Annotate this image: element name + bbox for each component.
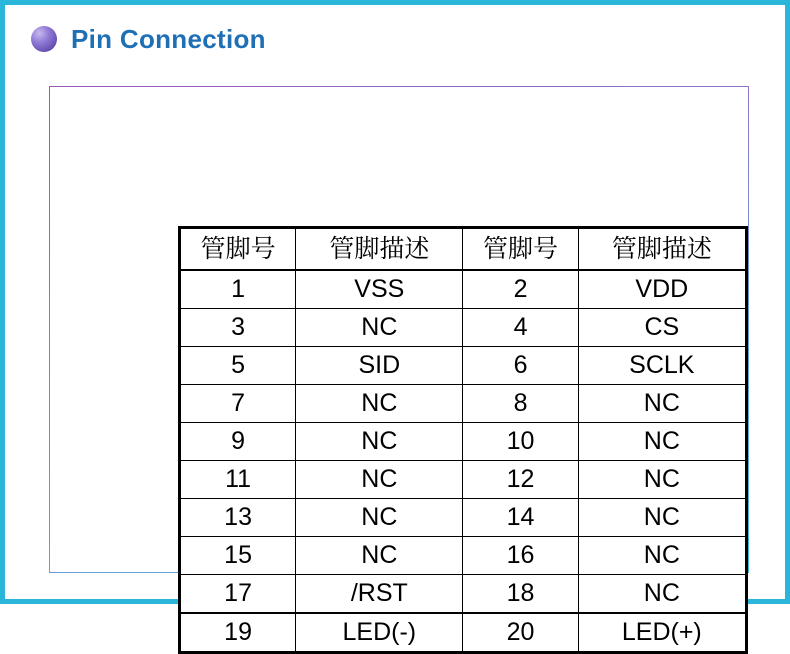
table-cell: NC bbox=[578, 461, 746, 499]
table-cell: NC bbox=[578, 499, 746, 537]
table-cell: NC bbox=[296, 309, 463, 347]
table-cell: 10 bbox=[463, 423, 578, 461]
table-cell: 20 bbox=[463, 613, 578, 653]
table-cell: VDD bbox=[578, 270, 746, 309]
table-cell: LED(+) bbox=[578, 613, 746, 653]
pin-table-container bbox=[178, 226, 748, 654]
table-row bbox=[180, 423, 747, 461]
table-cell: NC bbox=[296, 537, 463, 575]
table-cell: 16 bbox=[463, 537, 578, 575]
table-cell: NC bbox=[296, 423, 463, 461]
table-cell: 15 bbox=[180, 537, 296, 575]
table-cell: 11 bbox=[180, 461, 296, 499]
table-cell: NC bbox=[578, 537, 746, 575]
table-cell: 19 bbox=[180, 613, 296, 653]
table-cell: SID bbox=[296, 347, 463, 385]
table-row bbox=[180, 347, 747, 385]
table-cell: 2 bbox=[463, 270, 578, 309]
table-cell: NC bbox=[578, 575, 746, 614]
table-row bbox=[180, 575, 747, 614]
table-header-cell: 管脚描述 bbox=[296, 228, 463, 271]
table-row bbox=[180, 270, 747, 309]
table-cell: VSS bbox=[296, 270, 463, 309]
table-cell: 18 bbox=[463, 575, 578, 614]
table-header-cell: 管脚描述 bbox=[578, 228, 746, 271]
table-cell: NC bbox=[296, 385, 463, 423]
table-cell: 6 bbox=[463, 347, 578, 385]
table-cell: 14 bbox=[463, 499, 578, 537]
table-cell: 17 bbox=[180, 575, 296, 614]
table-row bbox=[180, 499, 747, 537]
table-header-cell: 管脚号 bbox=[180, 228, 296, 271]
table-row bbox=[180, 461, 747, 499]
bullet-circle-icon bbox=[31, 26, 57, 52]
table-cell: 4 bbox=[463, 309, 578, 347]
table-cell: NC bbox=[296, 499, 463, 537]
table-cell: 7 bbox=[180, 385, 296, 423]
slide-header bbox=[5, 10, 790, 68]
table-cell: SCLK bbox=[578, 347, 746, 385]
table-cell: NC bbox=[296, 461, 463, 499]
table-cell: 13 bbox=[180, 499, 296, 537]
pin-connection-table bbox=[178, 226, 748, 654]
top-border-band bbox=[5, 0, 790, 5]
table-cell: CS bbox=[578, 309, 746, 347]
table-row bbox=[180, 385, 747, 423]
table-cell: /RST bbox=[296, 575, 463, 614]
table-cell: 3 bbox=[180, 309, 296, 347]
table-header-row bbox=[180, 228, 747, 271]
table-row bbox=[180, 537, 747, 575]
table-cell: 5 bbox=[180, 347, 296, 385]
table-cell: NC bbox=[578, 385, 746, 423]
table-row bbox=[180, 613, 747, 653]
table-cell: 1 bbox=[180, 270, 296, 309]
content-frame bbox=[49, 86, 749, 647]
table-cell: NC bbox=[578, 423, 746, 461]
table-cell: 12 bbox=[463, 461, 578, 499]
table-cell: 8 bbox=[463, 385, 578, 423]
table-header-cell: 管脚号 bbox=[463, 228, 578, 271]
table-cell: LED(-) bbox=[296, 613, 463, 653]
page-title: Pin Connection bbox=[71, 23, 266, 54]
table-cell: 9 bbox=[180, 423, 296, 461]
table-row bbox=[180, 309, 747, 347]
